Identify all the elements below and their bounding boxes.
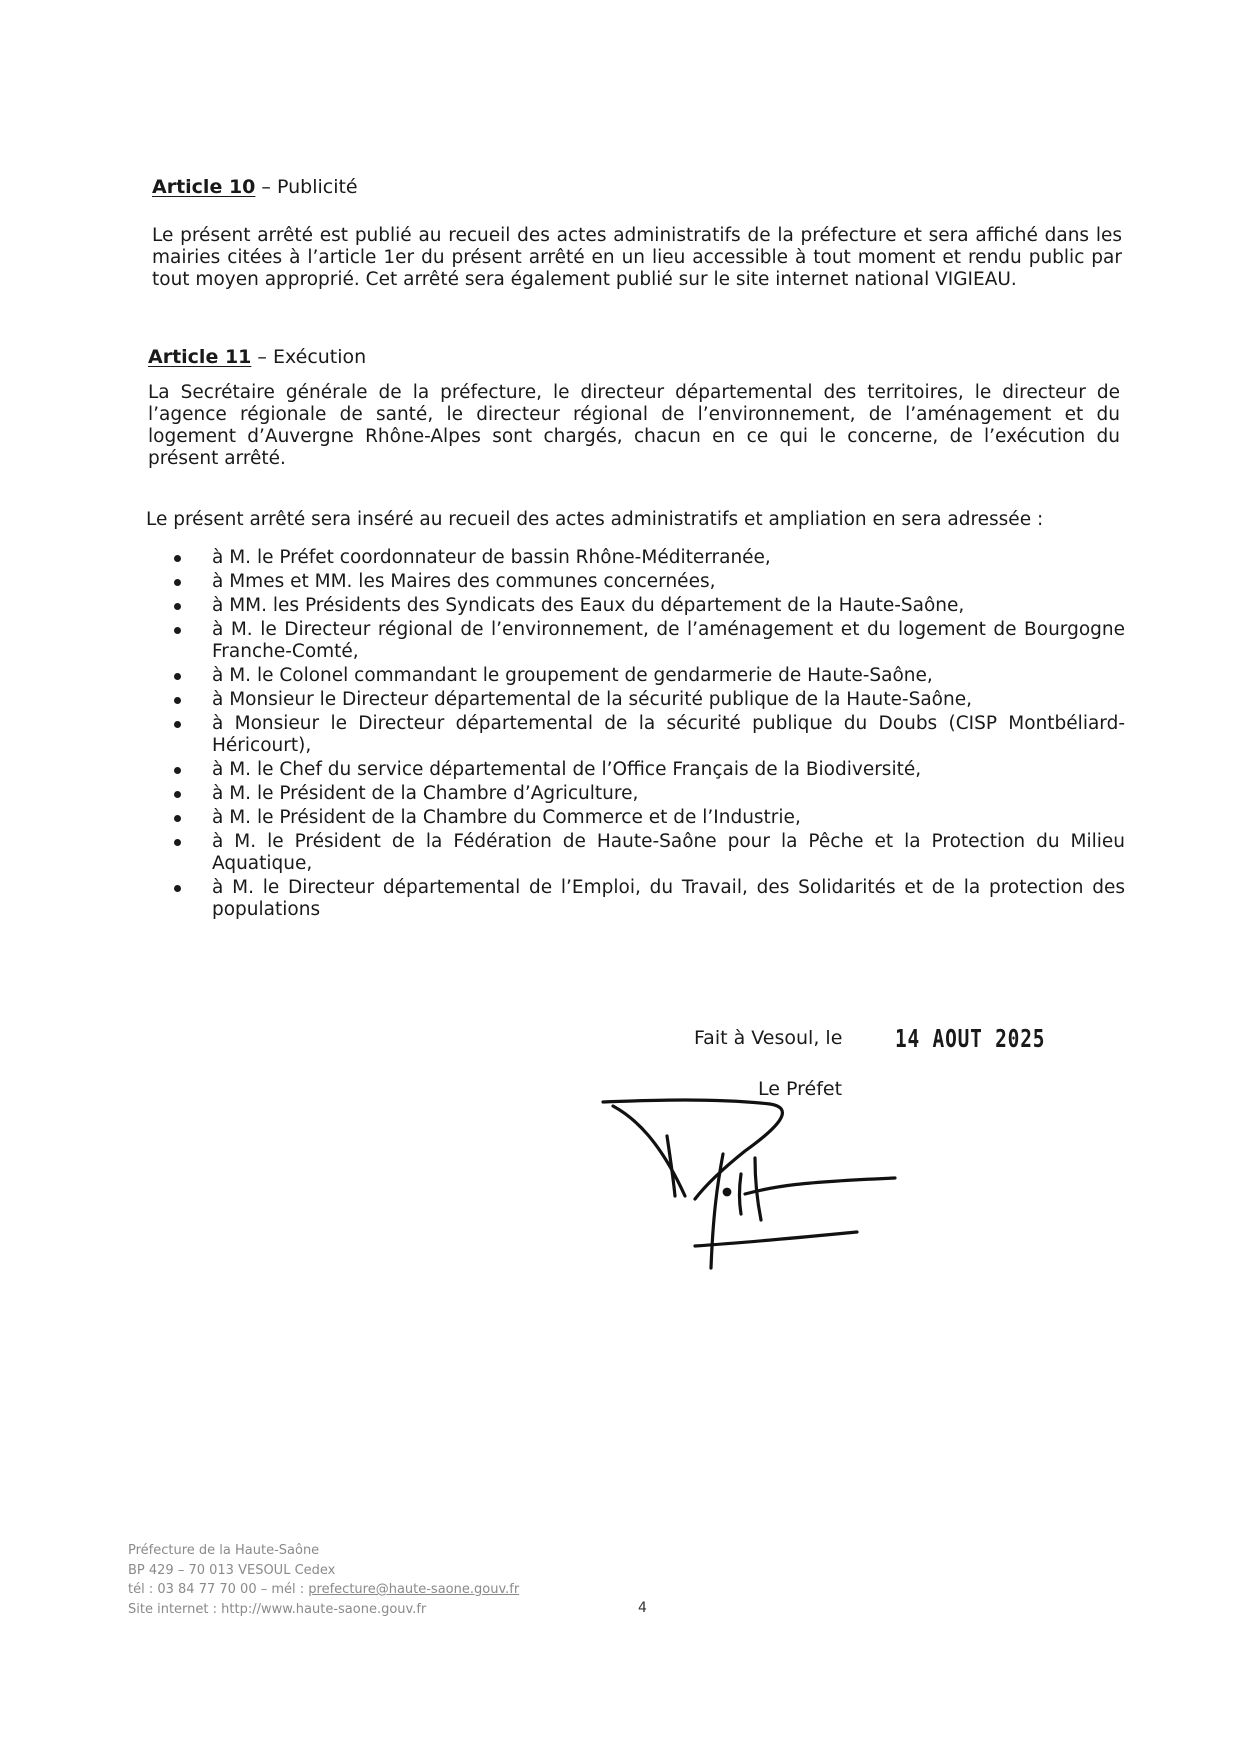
list-item [170, 665, 1125, 687]
recipient-text: à MM. les Présidents des Syndicats des Eaux du département de la Haute-Saône, [212, 595, 965, 616]
bullet-icon [174, 791, 181, 798]
bullet-icon [174, 555, 181, 562]
list-item [170, 831, 1125, 875]
list-item [170, 619, 1125, 663]
article-10-title: – Publicité [255, 176, 358, 198]
signature-place: Fait à Vesoul, le [694, 1027, 843, 1049]
recipient-text: à M. le Président de la Chambre du Commerce et de l’Industrie, [212, 807, 801, 828]
list-item [170, 759, 1125, 781]
footer-email-link[interactable]: prefecture@haute-saone.gouv.fr [308, 1582, 520, 1597]
bullet-icon [174, 673, 181, 680]
list-item [170, 877, 1125, 921]
footer-name: Préfecture de la Haute-Saône [128, 1543, 320, 1558]
page-number: 4 [638, 1600, 647, 1616]
article-10-heading [152, 176, 358, 198]
bullet-icon [174, 697, 181, 704]
bullet-icon [174, 815, 181, 822]
bullet-icon [174, 603, 181, 610]
list-item [170, 689, 1125, 711]
list-item [170, 807, 1125, 829]
footer-phone: tél : 03 84 77 70 00 – mél : [128, 1582, 309, 1597]
article-10-label: Article 10 [152, 176, 256, 198]
bullet-icon [174, 721, 181, 728]
list-item [170, 595, 1125, 617]
recipient-text: à M. le Préfet coordonnateur de bassin Rhône-Méditerranée, [212, 547, 771, 568]
recipient-text: à M. le Colonel commandant le groupement de gendarmerie de Haute-Saône, [212, 665, 933, 686]
date-stamp: 14 AOUT 2025 [895, 1024, 1046, 1053]
recipient-text: à Monsieur le Directeur départemental de la sécurité publique de la Haute-Saône, [212, 689, 972, 710]
list-item [170, 547, 1125, 569]
list-item [170, 713, 1125, 757]
bullet-icon [174, 579, 181, 586]
bullet-icon [174, 885, 181, 892]
bullet-icon [174, 839, 181, 846]
footer-website: Site internet : http://www.haute-saone.gouv.fr [128, 1601, 427, 1617]
list-item [170, 783, 1125, 805]
recipients-list [170, 547, 1125, 923]
recipient-text: à Monsieur le Directeur départemental de la sécurité publique du Doubs (CISP Montbéliard-Héricourt), [212, 713, 1125, 756]
signatory-role: Le Préfet [758, 1078, 843, 1100]
bullet-icon [174, 627, 181, 634]
article-11-label: Article 11 [148, 346, 252, 368]
bullet-icon [174, 767, 181, 774]
handwritten-signature [595, 1096, 915, 1281]
footer-contact [128, 1580, 519, 1600]
recipient-text: à M. le Directeur départemental de l’Emploi, du Travail, des Solidarités et de la protection des populations [212, 877, 1125, 920]
recipient-text: à M. le Président de la Fédération de Haute-Saône pour la Pêche et la Protection du Milieu Aquatique, [212, 831, 1125, 874]
recipient-text: à M. le Chef du service départemental de l’Office Français de la Biodiversité, [212, 759, 922, 780]
article-11-body: La Secrétaire générale de la préfecture, le directeur départemental des territoires, le directeur de l’agence régionale de santé, le directeur régional de l’environnement, de l’aménagement et du logement d’Auvergne Rhône-Alpes sont chargés, chacun en ce qui le concerne, de l’exécution du présent arrêté. [148, 382, 1120, 469]
recipient-text: à M. le Directeur régional de l’environnement, de l’aménagement et du logement de Bourgogne Franche-Comté, [212, 619, 1125, 662]
footer-address: BP 429 – 70 013 VESOUL Cedex [128, 1562, 336, 1578]
article-10-body: Le présent arrêté est publié au recueil des actes administratifs de la préfecture et sera affiché dans les mairies citées à l’article 1er du présent arrêté en un lieu accessible à tout moment et rendu public par tout moyen approprié. Cet arrêté sera également publié sur le site internet national VIGIEAU. [152, 225, 1122, 290]
recipient-text: à M. le Président de la Chambre d’Agriculture, [212, 783, 639, 804]
article-11-title: – Exécution [251, 346, 367, 368]
list-item [170, 571, 1125, 593]
recipient-text: à Mmes et MM. les Maires des communes concernées, [212, 571, 716, 592]
ampliation-intro: Le présent arrêté sera inséré au recueil des actes administratifs et ampliation en sera adressée : [146, 509, 1044, 530]
article-11-heading [148, 346, 366, 368]
prefecture-footer [128, 1541, 519, 1619]
